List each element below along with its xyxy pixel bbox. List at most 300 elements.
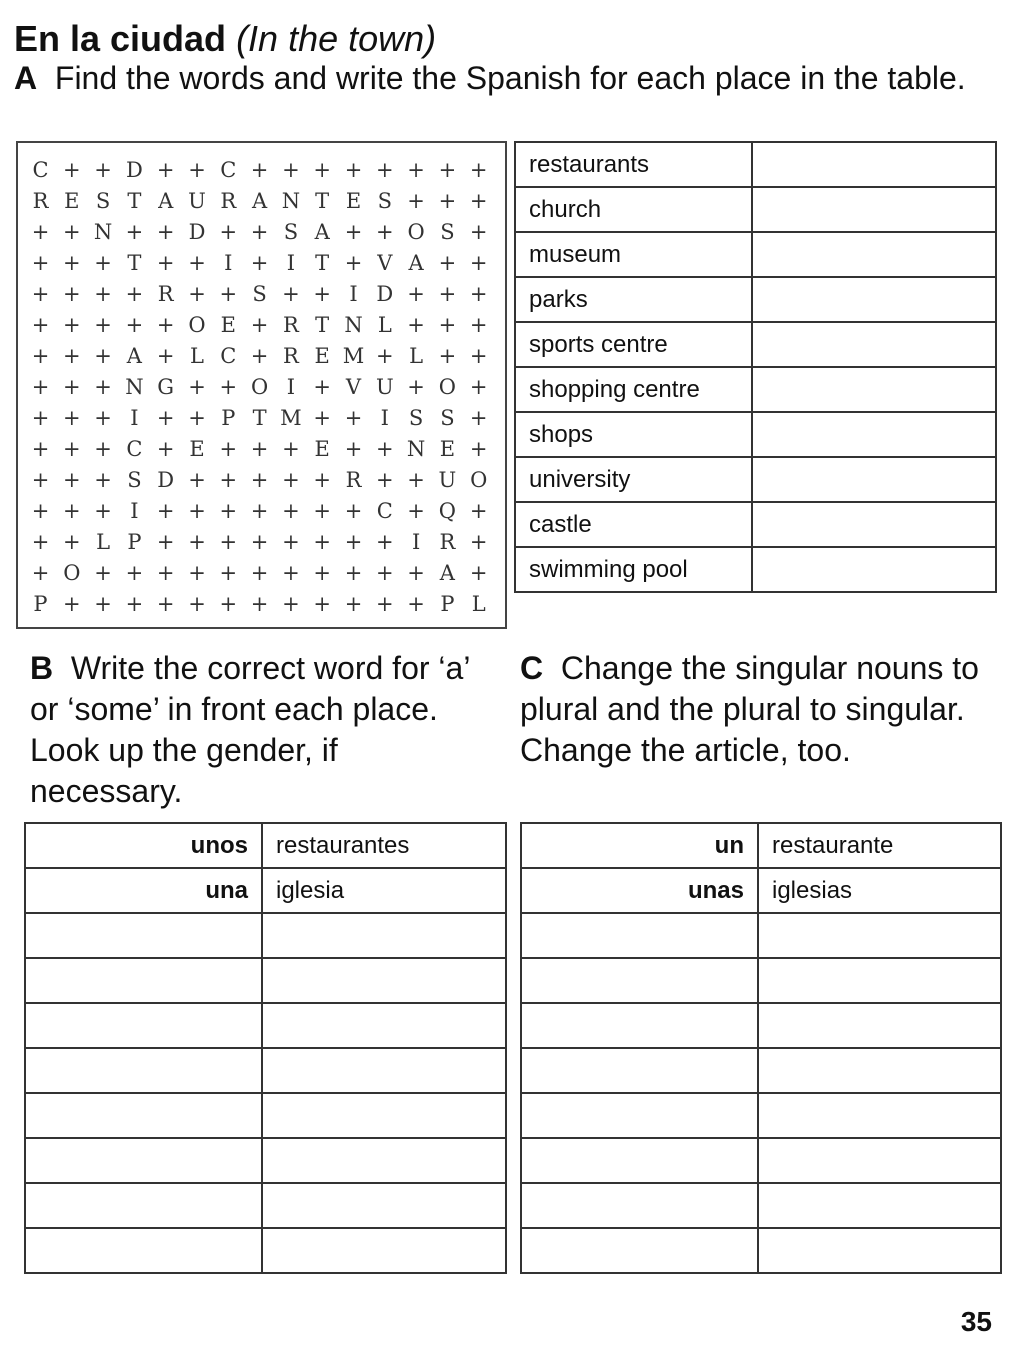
word-search-letter: + [31,468,50,492]
place-english: university [515,457,752,502]
table-row [25,868,506,913]
place-spanish-answer[interactable] [752,187,996,232]
word-search-letter: + [407,375,425,399]
word-search-letter: A [439,561,455,585]
word-search-letter: O [470,468,488,492]
instruction-a-text: Find the words and write the Spanish for each place in the table. [54,60,966,96]
word-search-letter: + [156,437,175,461]
word-search-row [18,496,505,527]
word-search-letter: S [95,189,111,213]
noun-cell[interactable] [262,1048,506,1093]
place-english: shopping centre [515,367,752,412]
word-search-letter: + [407,592,425,616]
word-search-letter: + [313,375,331,399]
word-search-letter: + [94,313,112,337]
word-search-letter: E [314,437,330,461]
word-search-letter: M [280,406,302,430]
word-search-letter: E [189,437,205,461]
word-search-letter: + [94,251,112,275]
word-search-letter: E [345,189,362,213]
word-search-letter: R [157,282,174,306]
word-search-letter: + [219,530,238,554]
word-search-letter: + [344,592,363,616]
word-search-letter: + [188,592,206,616]
table-row [515,322,996,367]
word-search-letter: R [439,530,456,554]
word-search-letter: + [344,530,363,554]
word-search-letter: D [188,220,206,244]
word-search-letter: I [349,282,358,306]
word-search-letter: + [31,561,50,585]
word-search-letter: + [469,282,488,306]
word-search-letter: + [282,468,300,492]
table-row [521,958,1001,1003]
word-search-letter: + [407,499,425,523]
word-search-letter: N [344,313,363,337]
table-row [515,277,996,322]
word-search-letter: + [94,282,112,306]
table-row [515,232,996,277]
noun-cell[interactable] [262,1183,506,1228]
word-search-letter: + [62,499,81,523]
place-english: church [515,187,752,232]
word-search-letter: + [125,592,144,616]
word-search-letter: + [219,561,238,585]
word-search-letter: P [440,592,455,616]
word-search-letter: A [314,220,330,244]
place-english: castle [515,502,752,547]
word-search-letter: + [62,592,81,616]
word-search-letter: T [127,189,142,213]
word-search-letter: + [407,189,425,213]
word-search-row [18,434,505,465]
word-search-letter: + [62,530,81,554]
word-search-row [18,372,505,403]
word-search-letter: + [62,251,81,275]
word-search-letter: + [250,592,269,616]
table-row [515,502,996,547]
word-search-letter: P [33,592,48,616]
table-row [25,1183,506,1228]
table-row [25,913,506,958]
article-cell[interactable] [25,1183,262,1228]
page-number: 35 [960,1306,992,1337]
word-search-letter: + [313,282,331,306]
plural-singular-table [520,822,1002,1274]
article-cell[interactable] [25,1138,262,1183]
article-cell[interactable] [521,1183,758,1228]
word-search-letter: + [94,344,112,368]
word-search-row [18,527,505,558]
place-spanish-answer[interactable] [752,277,996,322]
word-search-letter: + [188,282,206,306]
instruction-c [520,648,1000,771]
table-row [521,868,1001,913]
word-search-letter: + [438,313,457,337]
word-search-letter: + [375,437,394,461]
table-row [515,457,996,502]
word-search-letter: + [156,530,175,554]
word-search-letter: + [62,220,81,244]
word-search-letter: + [94,468,112,492]
noun-cell[interactable] [758,958,1001,1003]
word-search-letter: + [219,220,238,244]
noun-cell[interactable] [758,1138,1001,1183]
table-row [521,1093,1001,1138]
table-row [25,1003,506,1048]
word-search-letter: + [250,561,269,585]
word-search-letter: + [282,530,300,554]
noun-cell[interactable] [262,958,506,1003]
word-search-row [18,155,505,186]
word-search-letter: + [219,375,238,399]
word-search-letter: + [31,499,50,523]
word-search-letter: P [127,530,142,554]
place-english: museum [515,232,752,277]
word-search-letter: M [342,344,365,368]
place-spanish-answer[interactable] [752,232,996,277]
word-search-letter: S [252,282,267,306]
instruction-b-text: Write the correct word for ‘a’ or ‘some’ in front each place. Look up the gender, if necessary. [30,650,470,809]
word-search-letter: + [313,468,331,492]
word-search-letter: + [407,468,425,492]
word-search-letter: + [250,437,269,461]
word-search-letter: + [469,344,488,368]
word-search-letter: I [411,530,421,554]
word-search-letter: + [375,561,394,585]
word-search-letter: + [156,406,175,430]
word-search-letter: A [252,189,268,213]
word-search-letter: + [62,406,81,430]
word-search-letter: + [407,282,425,306]
word-search-letter: + [156,158,175,182]
word-search-row [18,589,505,620]
word-search-letter: D [125,158,143,182]
table-row [25,958,506,1003]
word-search-letter: + [188,530,206,554]
articles-table [24,822,507,1274]
word-search-letter: U [438,468,457,492]
word-search-letter: O [438,375,456,399]
word-search-letter: E [314,344,330,368]
word-search-letter: + [250,313,269,337]
word-search-letter: + [62,282,81,306]
word-search-letter: T [315,251,330,275]
word-search-letter: L [190,344,204,368]
word-search-letter: + [407,313,425,337]
noun-cell[interactable]: restaurante [758,823,1001,868]
word-search-letter: + [407,561,425,585]
word-search-letter: + [94,375,112,399]
word-search-letter: O [407,220,425,244]
word-search-letter: + [188,406,206,430]
word-search-letter: + [31,313,50,337]
noun-cell[interactable] [758,1228,1001,1273]
word-search-letter: + [469,437,488,461]
table-row [25,1093,506,1138]
word-search-letter: C [376,499,393,523]
table-row [521,823,1001,868]
word-search-letter: + [313,158,331,182]
word-search-letter: + [282,499,300,523]
word-search-letter: O [188,313,206,337]
word-search-letter: D [376,282,394,306]
word-search-letter: + [469,189,488,213]
word-search-row [18,186,505,217]
noun-cell[interactable] [758,913,1001,958]
word-search-letter: T [315,189,330,213]
place-spanish-answer[interactable] [752,457,996,502]
word-search-letter: S [377,189,392,213]
word-search-letter: + [407,158,425,182]
word-search-letter: E [64,189,80,213]
word-search-letter: + [94,437,112,461]
word-search-letter: + [219,592,238,616]
word-search-letter: T [315,313,330,337]
word-search-letter: + [31,375,50,399]
table-row [515,547,996,592]
article-cell[interactable]: un [521,823,758,868]
word-search-letter: + [344,406,363,430]
article-cell[interactable] [25,913,262,958]
word-search-letter: + [31,344,50,368]
word-search-letter: + [125,561,144,585]
table-row [521,1048,1001,1093]
word-search-letter: G [157,375,175,399]
word-search-letter: + [344,220,363,244]
word-search-letter: R [282,313,299,337]
word-search-letter: + [156,499,175,523]
place-spanish-answer[interactable] [752,412,996,457]
article-cell[interactable] [521,958,758,1003]
noun-cell[interactable]: iglesia [262,868,506,913]
places-table [514,141,997,593]
place-english: swimming pool [515,547,752,592]
word-search-letter: + [62,158,81,182]
noun-cell[interactable] [758,1003,1001,1048]
noun-cell[interactable] [262,1228,506,1273]
article-cell[interactable] [25,1093,262,1138]
word-search-letter: U [188,189,206,213]
word-search-letter: + [250,220,269,244]
article-cell[interactable]: unos [25,823,262,868]
article-cell[interactable] [521,1093,758,1138]
place-english: parks [515,277,752,322]
article-cell[interactable] [521,1228,758,1273]
place-spanish-answer[interactable] [752,142,996,187]
word-search-letter: V [377,251,393,275]
word-search-letter: N [93,220,113,244]
word-search-letter: + [313,530,331,554]
word-search-letter: + [250,530,269,554]
place-spanish-answer[interactable] [752,367,996,412]
noun-cell[interactable] [758,1048,1001,1093]
article-cell[interactable] [25,1228,262,1273]
word-search-letter: + [282,282,300,306]
word-search-letter: R [220,189,237,213]
place-english: shops [515,412,752,457]
table-row [25,1138,506,1183]
word-search-letter: O [63,561,81,585]
word-search-letter: T [252,406,267,430]
word-search-letter: + [94,499,112,523]
word-search-letter: + [219,437,238,461]
word-search-letter: + [188,561,206,585]
noun-cell[interactable] [758,1183,1001,1228]
word-search-letter: O [250,375,269,399]
title-english: (In the town) [236,18,437,59]
table-row [25,1228,506,1273]
word-search-letter: + [125,220,144,244]
word-search-letter: + [469,220,488,244]
word-search-letter: + [31,406,50,430]
word-search-letter: + [469,375,488,399]
place-spanish-answer[interactable] [752,502,996,547]
table-row [25,1048,506,1093]
word-search-letter: + [250,251,269,275]
word-search-letter: + [62,344,81,368]
word-search-letter: + [188,375,206,399]
word-search-letter: + [282,437,300,461]
word-search-letter: C [220,158,237,182]
word-search-letter: + [313,499,331,523]
word-search-letter: + [375,468,394,492]
word-search-letter: C [220,344,237,368]
table-row [521,1183,1001,1228]
word-search-row [18,341,505,372]
word-search-letter: + [250,499,269,523]
word-search-letter: + [156,592,175,616]
word-search-row [18,279,505,310]
word-search-letter: R [282,344,299,368]
word-search-letter: + [219,468,238,492]
word-search-letter: + [94,406,112,430]
word-search-letter: A [408,251,424,275]
word-search-letter: + [344,499,363,523]
word-search-letter: C [32,158,49,182]
word-search-letter: L [377,313,392,337]
noun-cell[interactable]: restaurantes [262,823,506,868]
word-search-letter: + [375,592,394,616]
word-search-letter: P [221,406,236,430]
word-search-letter: + [156,313,175,337]
instruction-b [30,648,490,812]
word-search-letter: U [375,375,394,399]
word-search-letter: + [375,344,394,368]
word-search-letter: R [345,468,362,492]
word-search-letter: + [438,158,457,182]
article-cell[interactable] [521,1048,758,1093]
word-search-letter: + [62,375,81,399]
word-search-letter: + [94,561,112,585]
noun-cell[interactable] [262,1138,506,1183]
place-spanish-answer[interactable] [752,322,996,367]
word-search-letter: + [125,282,144,306]
noun-cell[interactable] [262,1003,506,1048]
word-search-letter: L [96,530,111,554]
word-search-letter: N [125,375,144,399]
word-search-letter: N [406,437,426,461]
word-search-row [18,248,505,279]
word-search-letter: + [62,313,81,337]
word-search-letter: + [469,530,488,554]
section-letter-a: A [14,60,38,96]
word-search-letter: + [31,282,50,306]
word-search-letter: + [31,437,50,461]
article-cell[interactable] [25,958,262,1003]
word-search-letter: + [469,561,488,585]
word-search-letter: + [469,406,488,430]
word-search-letter: + [313,406,331,430]
word-search-letter: + [313,592,331,616]
word-search-letter: + [188,499,206,523]
word-search-letter: + [375,158,394,182]
table-row [515,412,996,457]
word-search-letter: A [126,344,142,368]
word-search-letter: N [281,189,301,213]
word-search-letter: + [438,189,457,213]
noun-cell[interactable] [758,1093,1001,1138]
word-search-letter: A [158,189,174,213]
word-search-letter: + [156,561,175,585]
place-spanish-answer[interactable] [752,547,996,592]
word-search-letter: + [219,499,238,523]
word-search-letter: + [156,220,175,244]
title-spanish: En la ciudad [14,18,227,59]
word-search-letter: + [250,344,269,368]
word-search-letter: + [250,158,269,182]
word-search-letter: I [130,499,139,523]
word-search-letter: + [282,592,300,616]
word-search-row [18,558,505,589]
noun-cell[interactable] [262,913,506,958]
word-search-letter: + [250,468,269,492]
word-search-letter: + [62,468,81,492]
word-search-letter: R [32,189,49,213]
word-search-letter: + [62,437,81,461]
article-cell[interactable] [521,1003,758,1048]
word-search-letter: S [408,406,424,430]
article-cell[interactable] [521,913,758,958]
word-search-letter: L [471,592,486,616]
word-search-letter: + [94,592,112,616]
word-search-letter: I [286,375,296,399]
word-search-letter: I [130,406,139,430]
noun-cell[interactable]: iglesias [758,868,1001,913]
article-cell[interactable] [521,1138,758,1183]
word-search-letter: + [94,158,112,182]
word-search-letter: S [440,406,455,430]
word-search-letter: + [188,158,206,182]
word-search-letter: I [224,251,233,275]
word-search-letter: + [344,251,363,275]
place-english: restaurants [515,142,752,187]
article-cell[interactable] [25,1048,262,1093]
article-cell[interactable]: unas [521,868,758,913]
article-cell[interactable]: una [25,868,262,913]
noun-cell[interactable] [262,1093,506,1138]
word-search-letter: + [344,437,363,461]
word-search-letter: + [31,530,50,554]
word-search-letter: + [375,220,394,244]
word-search-letter: I [380,406,389,430]
word-search-row [18,465,505,496]
word-search-letter: + [469,251,488,275]
word-search-letter: E [220,313,236,337]
word-search-letter: S [440,220,455,244]
article-cell[interactable] [25,1003,262,1048]
word-search-letter: + [125,313,144,337]
